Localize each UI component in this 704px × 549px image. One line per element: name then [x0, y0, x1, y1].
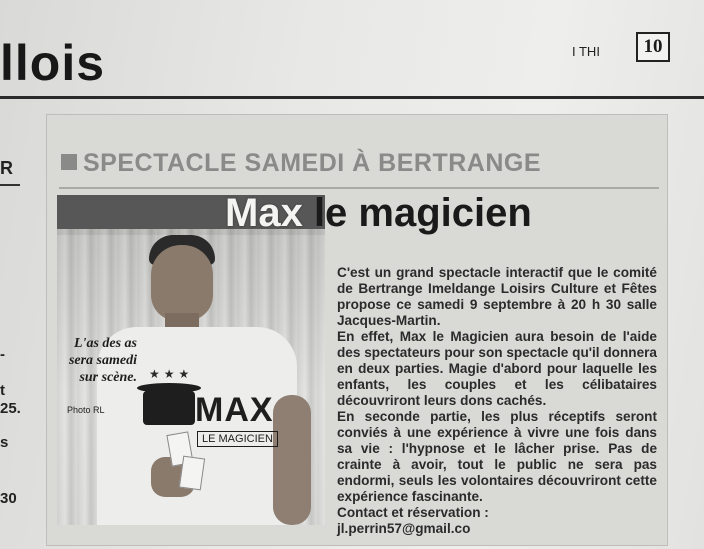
- page-number: 10: [636, 32, 670, 62]
- article-photo: [57, 195, 325, 525]
- section-title: llois: [0, 35, 106, 91]
- top-hat-body: [143, 391, 195, 425]
- article-kicker: [61, 149, 541, 178]
- contact-email: jl.perrin57@gmail.co: [337, 521, 471, 536]
- left-fragment: s: [0, 434, 9, 451]
- left-fragment: R: [0, 158, 13, 178]
- headline-rest: le magicien: [313, 191, 532, 235]
- magician-face: [151, 245, 213, 321]
- photo-caption: L'as des as sera samedi sur scène.: [68, 336, 137, 385]
- contact-label: Contact et réservation :: [337, 505, 489, 520]
- kicker-square-icon: [61, 154, 77, 170]
- photo-credit: Photo RL: [67, 405, 105, 415]
- article-body: [337, 265, 657, 537]
- article: [46, 114, 668, 546]
- header-rule: [0, 96, 704, 99]
- shirt-subtitle: LE MAGICIEN: [197, 431, 278, 447]
- shirt-brand: MAX: [195, 391, 274, 429]
- headline-name: Max: [225, 191, 303, 235]
- left-fragment: -: [0, 346, 5, 363]
- page-header-text: I THI: [572, 44, 600, 59]
- left-fragment: 25.: [0, 400, 21, 417]
- left-column-fragments: [0, 128, 22, 548]
- star-icon: ★★★: [149, 367, 194, 381]
- playing-card-icon: [179, 456, 205, 491]
- article-headline: [225, 191, 532, 236]
- left-fragment: t: [0, 382, 5, 399]
- left-fragment: 30: [0, 490, 17, 507]
- paragraph: En effet, Max le Magicien aura besoin de l'aide des spectateurs pour son spectacle qu'il donnera en deux parties. Magie d'abord pour laquelle les enfants, les couples et les célibataires découvriront leurs dons cachés.: [337, 329, 657, 408]
- magician-arm: [273, 395, 311, 525]
- kicker-rule: [59, 187, 659, 189]
- left-column-rule: [0, 184, 20, 186]
- kicker-text: SPECTACLE SAMEDI À BERTRANGE: [83, 149, 542, 177]
- paragraph: En seconde partie, les plus réceptifs seront conviés à une expérience à vivre une fois dans sa vie : l'hypnose et le lâcher prise. Pas de crainte à avoir, tout le public ne sera pas endormi, seuls les volontaires découvriront cette expérience fascinante.: [337, 409, 657, 504]
- paragraph: C'est un grand spectacle interactif que le comité de Bertrange Imeldange Loisirs Culture et Fêtes propose ce samedi 9 septembre à 20 h 30 salle Jacques-Martin.: [337, 265, 657, 328]
